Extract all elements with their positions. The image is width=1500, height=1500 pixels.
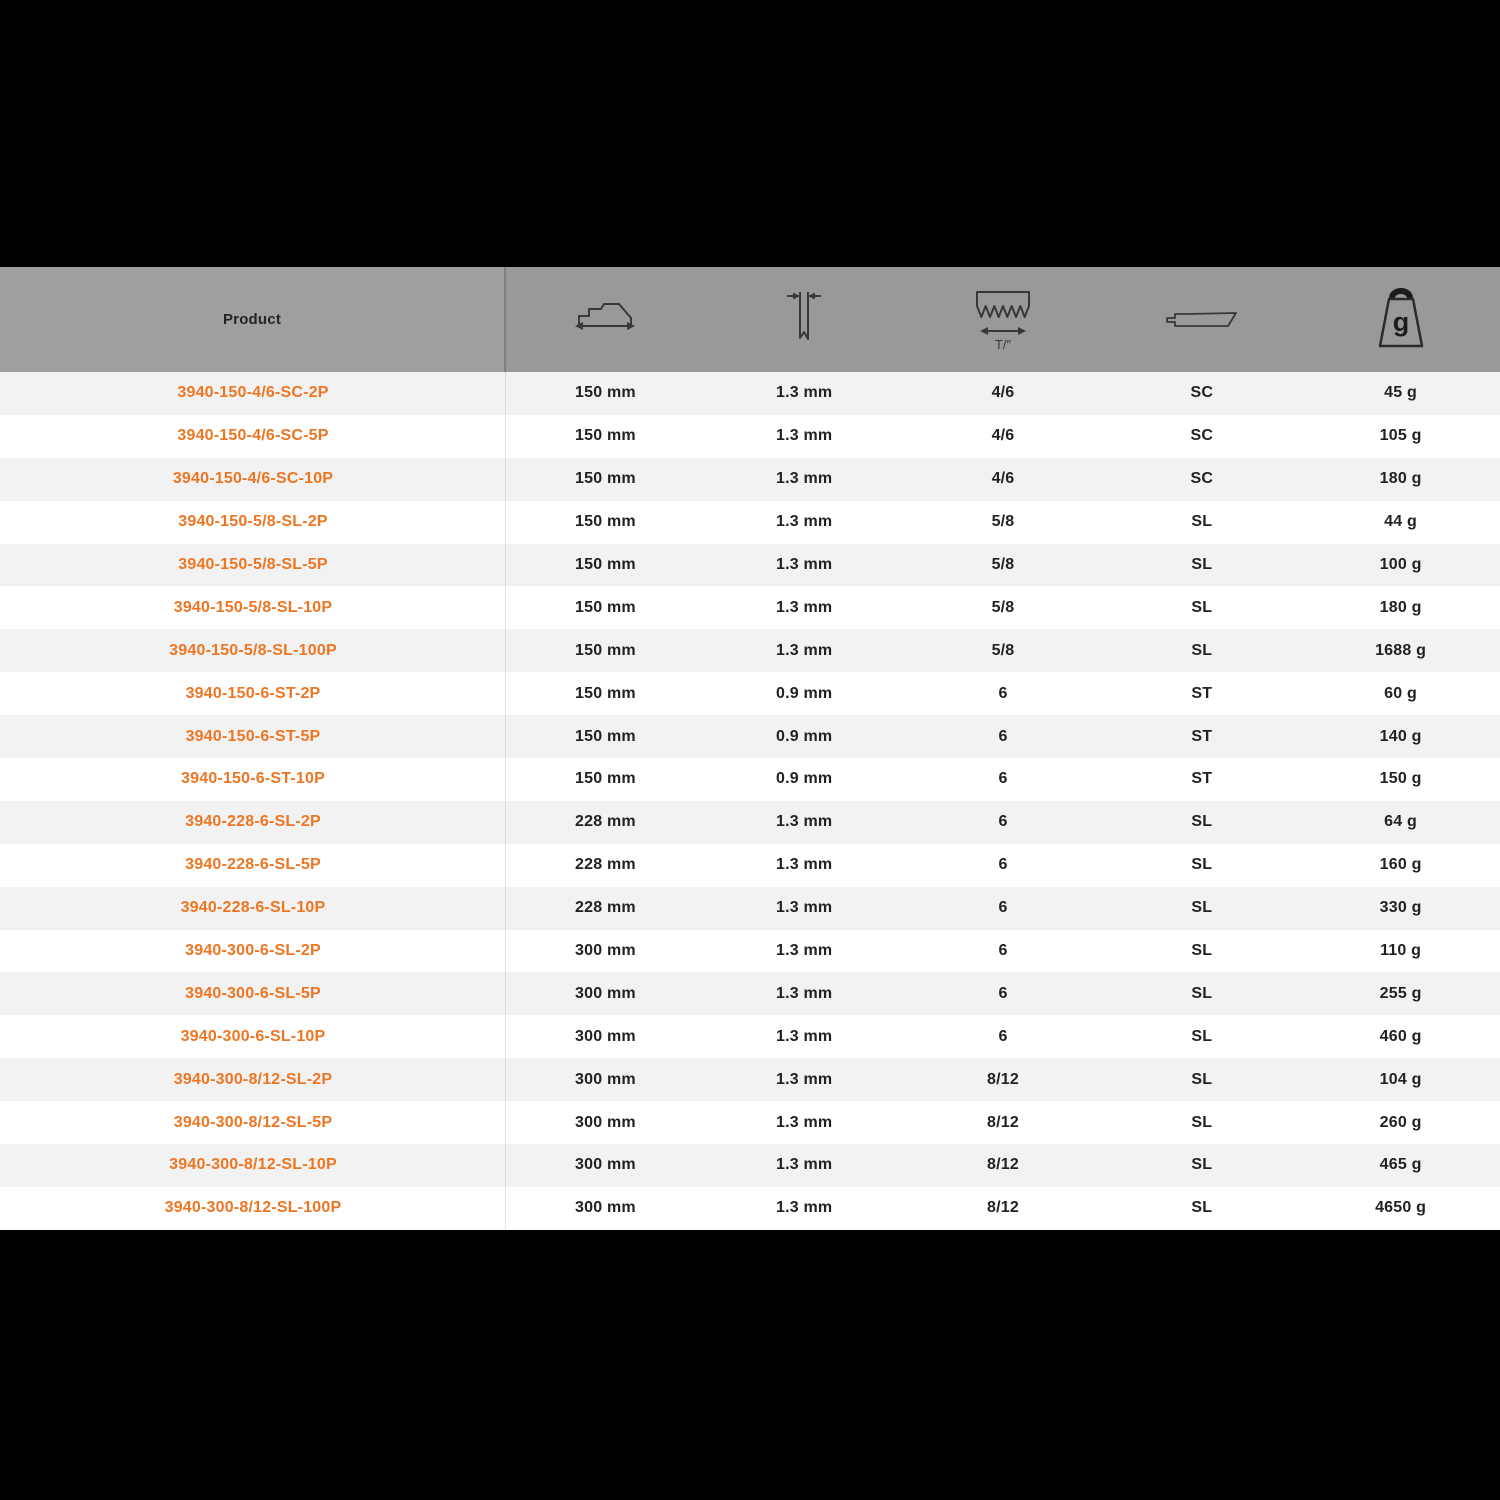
weight-cell: 110 g — [1380, 942, 1422, 960]
product-code-link[interactable]: 3940-150-6-ST-10P — [181, 770, 325, 788]
weight-cell: 180 g — [1379, 470, 1422, 488]
table-row — [0, 501, 1500, 544]
weight-cell: 1688 g — [1375, 641, 1427, 659]
blade-type-cell: SL — [1191, 1156, 1213, 1174]
product-code-link[interactable]: 3940-150-4/6-SC-5P — [177, 427, 329, 445]
weight-icon — [1372, 287, 1430, 353]
product-code-link[interactable]: 3940-150-5/8-SL-10P — [173, 598, 333, 616]
weight-cell: 460 g — [1379, 1027, 1422, 1045]
blade-thickness-cell: 1.3 mm — [776, 384, 833, 402]
teeth-per-inch-cell: 8/12 — [987, 1156, 1019, 1174]
teeth-per-inch-cell: 6 — [998, 856, 1008, 874]
blade-thickness-cell: 1.3 mm — [776, 942, 833, 960]
table-row — [0, 801, 1500, 844]
blade-length-cell: 300 mm — [575, 1027, 636, 1045]
blade-thickness-cell: 1.3 mm — [776, 899, 833, 917]
blade-type-cell: SL — [1191, 984, 1213, 1002]
product-code-link[interactable]: 3940-150-5/8-SL-2P — [178, 513, 328, 531]
weight-unit-label: g — [1392, 306, 1409, 337]
weight-cell: 105 g — [1379, 427, 1422, 445]
table-row — [0, 1015, 1500, 1058]
weight-cell: 465 g — [1379, 1156, 1422, 1174]
product-column-header — [0, 267, 506, 372]
blade-length-cell: 300 mm — [575, 984, 636, 1002]
table-row — [0, 544, 1500, 587]
teeth-per-inch-cell: 6 — [998, 727, 1008, 745]
product-code-link[interactable]: 3940-228-6-SL-5P — [185, 856, 321, 874]
weight-cell: 160 g — [1379, 856, 1422, 874]
product-code-link[interactable]: 3940-300-6-SL-5P — [185, 984, 321, 1002]
blade-thickness-cell: 1.3 mm — [776, 1199, 833, 1217]
table-row — [0, 758, 1500, 801]
blade-thickness-cell: 1.3 mm — [776, 1156, 833, 1174]
teeth-per-inch-icon — [968, 287, 1038, 353]
table-row — [0, 844, 1500, 887]
product-code-link[interactable]: 3940-300-8/12-SL-100P — [164, 1199, 342, 1217]
teeth-per-inch-cell: 6 — [998, 1027, 1008, 1045]
teeth-per-inch-cell: 6 — [998, 942, 1008, 960]
blade-type-cell: SC — [1190, 427, 1214, 445]
table-row — [0, 629, 1500, 672]
table-row — [0, 972, 1500, 1015]
teeth-per-inch-cell: 6 — [998, 984, 1008, 1002]
blade-type-cell: SL — [1191, 641, 1213, 659]
blade-thickness-icon — [786, 288, 822, 352]
blade-length-cell: 300 mm — [575, 1113, 636, 1131]
weight-cell: 64 g — [1384, 813, 1417, 831]
blade-length-cell: 150 mm — [575, 556, 636, 573]
blade-thickness-cell: 1.3 mm — [776, 1027, 833, 1045]
blade-thickness-cell: 1.3 mm — [776, 470, 833, 488]
table-row — [0, 1144, 1500, 1187]
blade-type-cell: SL — [1191, 942, 1213, 960]
weight-cell: 100 g — [1379, 556, 1422, 573]
blade-length-cell: 300 mm — [575, 942, 636, 960]
teeth-per-inch-cell: 8/12 — [987, 1113, 1019, 1131]
blade-type-cell: SL — [1191, 856, 1213, 874]
product-code-link[interactable]: 3940-300-8/12-SL-5P — [173, 1113, 333, 1131]
teeth-per-inch-cell: 4/6 — [991, 427, 1015, 445]
weight-cell: 60 g — [1384, 684, 1417, 702]
table-row — [0, 1187, 1500, 1230]
table-row — [0, 586, 1500, 629]
blade-type-cell: SL — [1191, 513, 1213, 531]
table-row — [0, 1101, 1500, 1144]
blade-length-cell: 150 mm — [575, 384, 636, 402]
blade-thickness-cell: 1.3 mm — [776, 1113, 833, 1131]
teeth-per-inch-cell: 5/8 — [991, 556, 1015, 573]
blade-type-cell: SL — [1191, 1027, 1213, 1045]
teeth-per-inch-cell: 6 — [998, 684, 1008, 702]
blade-type-cell: SL — [1191, 899, 1213, 917]
blade-length-cell: 150 mm — [575, 641, 636, 659]
weight-cell: 45 g — [1384, 384, 1417, 402]
product-code-link[interactable]: 3940-300-8/12-SL-2P — [173, 1070, 333, 1088]
weight-cell: 180 g — [1379, 598, 1422, 616]
table-row — [0, 887, 1500, 930]
blade-thickness-cell: 0.9 mm — [776, 727, 833, 745]
blade-type-cell: SL — [1191, 556, 1213, 573]
weight-cell: 44 g — [1384, 513, 1417, 531]
blade-thickness-cell: 1.3 mm — [776, 813, 833, 831]
blade-length-cell: 150 mm — [575, 770, 636, 788]
product-code-link[interactable]: 3940-150-6-ST-5P — [185, 727, 321, 745]
blade-length-icon — [572, 298, 638, 342]
table-body — [0, 372, 1500, 1230]
product-code-link[interactable]: 3940-300-6-SL-10P — [180, 1027, 326, 1045]
table-row — [0, 930, 1500, 973]
blade-length-cell: 150 mm — [575, 513, 636, 531]
table-header-row — [0, 267, 1500, 372]
blade-type-cell: SC — [1190, 470, 1214, 488]
blade-length-cell: 150 mm — [575, 727, 636, 745]
blade-length-cell: 300 mm — [575, 1070, 636, 1088]
weight-cell: 260 g — [1379, 1113, 1422, 1131]
table-row — [0, 715, 1500, 758]
teeth-per-inch-cell: 4/6 — [991, 470, 1015, 488]
blade-type-cell: SL — [1191, 1199, 1213, 1217]
product-code-link[interactable]: 3940-150-4/6-SC-2P — [177, 384, 329, 402]
blade-thickness-cell: 1.3 mm — [776, 513, 833, 531]
blade-type-cell: ST — [1191, 684, 1213, 702]
teeth-per-inch-cell: 6 — [998, 813, 1008, 831]
product-code-link[interactable]: 3940-150-5/8-SL-100P — [169, 641, 337, 659]
teeth-per-inch-cell: 6 — [998, 899, 1008, 917]
product-spec-table — [0, 267, 1500, 1230]
blade-thickness-cell: 0.9 mm — [776, 684, 833, 702]
blade-thickness-cell: 1.3 mm — [776, 556, 833, 573]
blade-type-cell: SL — [1191, 598, 1213, 616]
blade-type-cell: SL — [1191, 1113, 1213, 1131]
weight-cell: 4650 g — [1375, 1199, 1427, 1217]
blade-type-cell: SL — [1191, 1070, 1213, 1088]
product-code-link[interactable]: 3940-300-8/12-SL-10P — [169, 1156, 337, 1174]
teeth-per-inch-cell: 8/12 — [987, 1070, 1019, 1088]
table-row — [0, 1058, 1500, 1101]
blade-length-cell: 300 mm — [575, 1199, 636, 1217]
blade-thickness-column-header — [705, 267, 904, 372]
weight-column-header — [1301, 267, 1500, 372]
blade-type-cell: SL — [1191, 813, 1213, 831]
blade-type-icon — [1165, 309, 1239, 331]
weight-cell: 330 g — [1379, 899, 1422, 917]
product-code-link[interactable]: 3940-150-6-ST-2P — [185, 684, 321, 702]
blade-type-cell: SC — [1190, 384, 1214, 402]
blade-length-cell: 228 mm — [575, 899, 636, 917]
teeth-per-inch-cell: 5/8 — [991, 598, 1015, 616]
blade-length-cell: 150 mm — [575, 427, 636, 445]
teeth-per-inch-cell: 5/8 — [991, 641, 1015, 659]
weight-cell: 140 g — [1379, 727, 1422, 745]
blade-thickness-cell: 0.9 mm — [776, 770, 833, 788]
table-row — [0, 672, 1500, 715]
product-code-link[interactable]: 3940-228-6-SL-10P — [180, 899, 326, 917]
tpi-unit-label: T/″ — [994, 336, 1012, 352]
table-row — [0, 458, 1500, 501]
teeth-per-inch-cell: 5/8 — [991, 513, 1015, 531]
blade-type-cell: ST — [1191, 770, 1213, 788]
product-code-link[interactable]: 3940-150-4/6-SC-10P — [172, 470, 334, 488]
table-row — [0, 372, 1500, 415]
weight-cell: 255 g — [1379, 984, 1422, 1002]
product-column-label: Product — [222, 311, 282, 328]
blade-type-cell: ST — [1191, 727, 1213, 745]
product-code-link[interactable]: 3940-228-6-SL-2P — [185, 813, 321, 831]
blade-length-cell: 228 mm — [575, 856, 636, 874]
blade-length-cell: 150 mm — [575, 684, 636, 702]
blade-thickness-cell: 1.3 mm — [776, 856, 833, 874]
teeth-per-inch-cell: 4/6 — [991, 384, 1015, 402]
product-code-link[interactable]: 3940-300-6-SL-2P — [185, 942, 321, 960]
teeth-per-inch-cell: 6 — [998, 770, 1008, 788]
blade-length-column-header — [506, 267, 705, 372]
blade-length-cell: 228 mm — [575, 813, 636, 831]
teeth-per-inch-cell: 8/12 — [987, 1199, 1019, 1217]
weight-cell: 104 g — [1379, 1070, 1422, 1088]
blade-thickness-cell: 1.3 mm — [776, 598, 833, 616]
teeth-per-inch-column-header — [904, 267, 1103, 372]
table-row — [0, 415, 1500, 458]
blade-thickness-cell: 1.3 mm — [776, 1070, 833, 1088]
blade-length-cell: 150 mm — [575, 470, 636, 488]
blade-type-column-header — [1102, 267, 1301, 372]
product-code-link[interactable]: 3940-150-5/8-SL-5P — [178, 556, 328, 573]
blade-thickness-cell: 1.3 mm — [776, 427, 833, 445]
blade-thickness-cell: 1.3 mm — [776, 641, 833, 659]
blade-length-cell: 150 mm — [575, 598, 636, 616]
blade-length-cell: 300 mm — [575, 1156, 636, 1174]
weight-cell: 150 g — [1379, 770, 1422, 788]
blade-thickness-cell: 1.3 mm — [776, 984, 833, 1002]
